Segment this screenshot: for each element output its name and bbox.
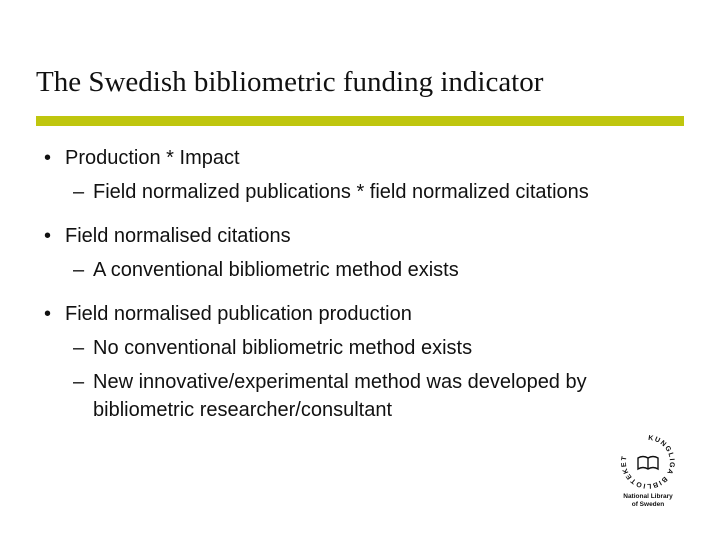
sub-bullet-text: A conventional bibliometric method exists: [93, 259, 459, 281]
bullet-marker: •: [44, 225, 52, 247]
sub-bullet-marker: –: [73, 259, 85, 281]
logo-caption-line2: of Sweden: [631, 501, 665, 508]
slide-title: The Swedish bibliometric funding indicator: [36, 66, 544, 98]
bullet-marker: •: [44, 147, 52, 169]
bullet-list: [44, 144, 624, 424]
book-icon: [638, 457, 658, 470]
sub-bullet-marker: –: [73, 181, 85, 203]
sub-bullet-text: Field normalized publications * field normalized citations: [93, 181, 589, 203]
bullet-item: [44, 144, 624, 206]
bullet-marker: •: [44, 303, 52, 325]
logo-caption-line1: National Library: [623, 493, 673, 500]
seal-ring-text: KUNGLIGA BIBLIOTEKET: [620, 434, 676, 490]
sub-bullet-item: [73, 256, 624, 284]
sub-bullet-item: [73, 178, 624, 206]
bullet-item: [44, 300, 624, 424]
bullet-text: Field normalised citations: [65, 225, 291, 247]
sub-bullet-item: [73, 368, 624, 424]
kungliga-biblioteket-seal-icon: [612, 432, 684, 512]
bullet-text: Production * Impact: [65, 147, 240, 169]
sub-bullet-text: New innovative/experimental method was developed by bibliometric researcher/consultant: [93, 371, 587, 421]
sub-bullet-marker: –: [73, 371, 85, 393]
sub-bullet-item: [73, 334, 624, 362]
sub-bullet-text: No conventional bibliometric method exists: [93, 337, 473, 359]
bullet-text: Field normalised publication production: [65, 303, 412, 325]
title-underline-bar: [36, 116, 684, 126]
bullet-item: [44, 222, 624, 284]
sub-bullet-marker: –: [73, 337, 85, 359]
national-library-logo: [612, 432, 684, 512]
